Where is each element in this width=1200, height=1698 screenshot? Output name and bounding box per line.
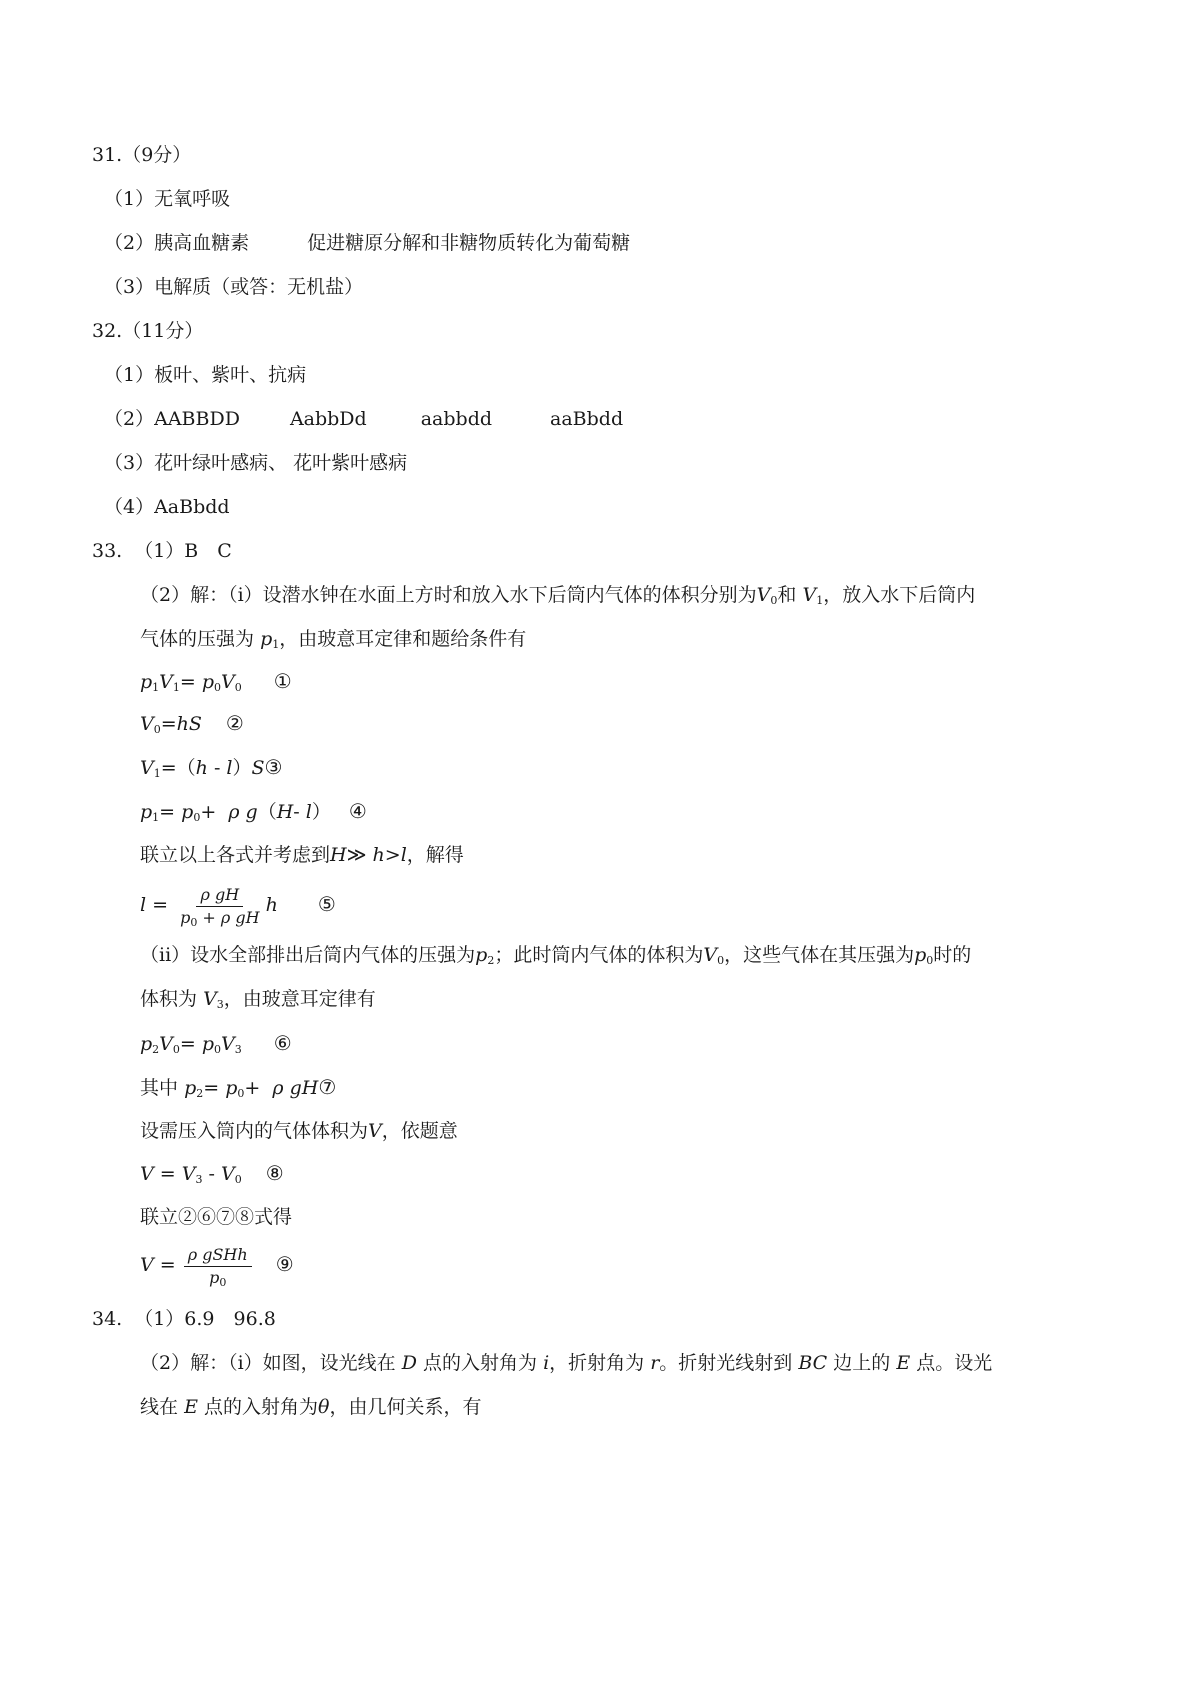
q33-part2-line1: （2）解：（i）设潜水钟在水面上方时和放入水下后筒内气体的体积分别为$V_0$和 $V_1$，放入水下后筒内 [140,584,976,607]
q34-number: 34. [92,1308,123,1330]
q33-part2-line2: 气体的压强为 $p_1$，由玻意耳定律和题给条件有 [140,628,527,651]
q31-header: 31.（9分） [92,144,192,166]
equation-number: ⑦ [318,1075,337,1099]
equation-6: $p_2V_0= p_0V_3$ ⑥ [140,1031,292,1056]
equation-8: $V = V_3 - V_0$ ⑧ [140,1161,284,1186]
q31-answer-2b: 促进糖原分解和非糖物质转化为葡萄糖 [307,232,631,254]
equation-9: V = $\frac{\text{ρ gSHh}}{p_0}$ ⑨ [140,1244,294,1289]
q33-set-v: 设需压入筒内的气体体积为V，依题意 [140,1120,458,1142]
q33-part2-ii-line2: 体积为 $V_3$，由玻意耳定律有 [140,988,376,1011]
q33-combine-2: 联立②⑥⑦⑧式得 [140,1206,293,1228]
equation-4: $p_1= p_0+ \rho$ g（H- l） ④ [140,799,367,824]
q34-part1: （1）6.9 96.8 [134,1308,276,1330]
equation-number: ⑤ [317,892,336,916]
genotype: AABBDD [154,408,240,430]
equation-2: $V_0=hS$ ② [140,711,244,736]
q32-answer-2-label: （2） [104,408,155,430]
q32-answer-2 [104,406,623,432]
equation-number: ④ [348,799,367,823]
genotype: aabbdd [420,408,493,430]
q33-part1: （1）B C [134,540,232,562]
q33-number: 33. [92,540,123,562]
fraction: $\frac{\text{ρ gH}}{p_0 + \rho gH}$ [180,884,260,929]
q32-header: 32.（11分） [92,320,204,342]
q32-answer-3: （3）花叶绿叶感病、 花叶紫叶感病 [104,452,408,474]
equation-number: ③ [264,755,283,779]
q34-part2-line1: （2）解：（i）如图，设光线在 D 点的入射角为 i，折射角为 r。折射光线射到 BC 边上的 E 点。设光 [140,1352,993,1374]
q33-combine-1: 联立以上各式并考虑到H≫ h>l，解得 [140,844,464,866]
equation-1: $p_1V_1= p_0V_0$ ① [140,669,292,694]
q32-answer-1: （1）板叶、紫叶、抗病 [104,364,307,386]
equation-number: ① [273,669,292,693]
q33-part2-ii-line1: （ii）设水全部排出后筒内气体的压强为$p_2$；此时筒内气体的体积为$V_0$，这些气体在其压强为$p_0$时的 [140,944,972,967]
q31-answer-2 [104,230,630,256]
equation-7: 其中 $p_2= p_0+ \rho$ gH⑦ [140,1075,337,1100]
equation-number: ⑨ [275,1252,294,1276]
equation-number: ⑧ [265,1161,284,1185]
equation-3: $V_1=(h$ - l）S③ [140,755,283,780]
q33-header [92,538,232,564]
q31-answer-1: （1）无氧呼吸 [104,188,231,210]
q34-part2-line2: 线在 E 点的入射角为θ，由几何关系，有 [140,1396,482,1418]
q34-header [92,1306,276,1332]
fraction: $\frac{\text{ρ gSHh}}{p_0}$ [184,1244,252,1289]
equation-5: l = $\frac{\text{ρ gH}}{p_0 + \rho gH}$ h ⑤ [140,884,336,929]
genotype: AabbDd [289,408,367,430]
genotype: aaBbdd [550,408,624,430]
q31-answer-2a: （2）胰高血糖素 [104,232,250,254]
equation-number: ⑥ [273,1031,292,1055]
q32-answer-4: （4）AaBbdd [104,496,230,518]
q31-answer-3: （3）电解质（或答：无机盐） [104,276,364,298]
equation-number: ② [225,711,244,735]
